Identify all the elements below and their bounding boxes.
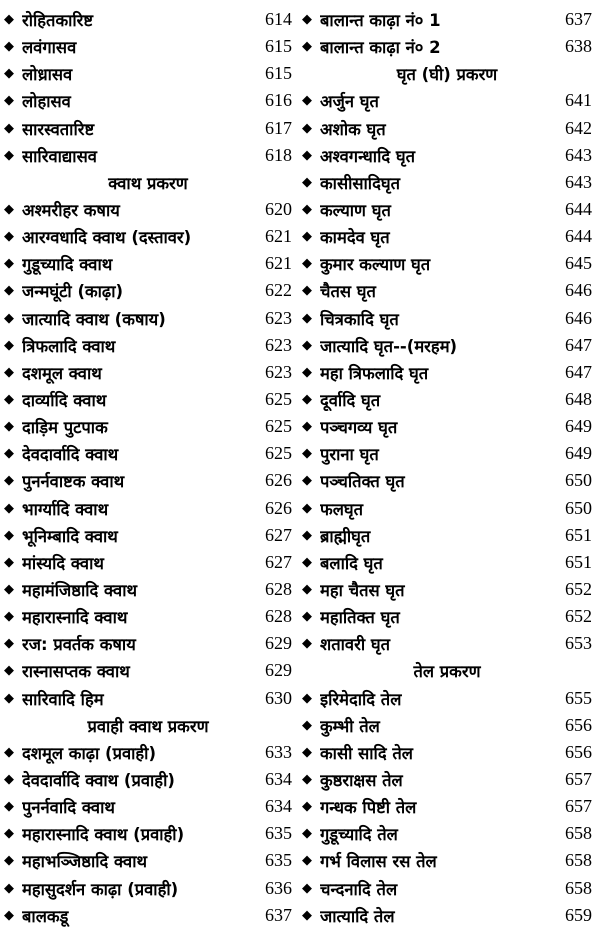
page-number: 655 [565,687,592,708]
toc-entry [4,196,292,223]
diamond-bullet-icon: ◆ [302,446,312,462]
toc-entry [4,766,292,793]
page-number: 656 [565,714,592,735]
page-number: 650 [565,470,592,491]
entry-name: पञ्चतिक्त घृत [320,472,405,492]
page-number: 651 [565,551,592,572]
entry-name: मांस्यदि क्वाथ [22,553,104,573]
diamond-bullet-icon: ◆ [4,826,14,842]
entry-name: महाभञ्जिष्ठादि क्वाथ [22,852,148,872]
diamond-bullet-icon: ◆ [302,12,312,28]
toc-entry [302,250,592,277]
section-heading-text: घृत (घी) प्रकरण [396,65,498,85]
entry-name: बालान्त काढ़ा नं० 1 [320,11,441,31]
page-number: 628 [265,606,292,627]
page-number: 621 [265,253,292,274]
page-number: 643 [565,144,592,165]
diamond-bullet-icon: ◆ [302,419,312,435]
page-number: 627 [265,551,292,572]
entry-name: फलघृत [320,499,364,519]
entry-name: रोहितकारिष्ट [22,11,94,31]
page-number: 625 [265,416,292,437]
toc-entry [302,603,592,630]
diamond-bullet-icon: ◆ [4,337,14,353]
toc-entry [4,115,292,142]
diamond-bullet-icon: ◆ [302,772,312,787]
entry-name: कासी सादि तेल [320,743,413,763]
entry-name: महातिक्त घृत [320,608,400,628]
section-heading [4,712,292,739]
diamond-bullet-icon: ◆ [4,473,14,489]
toc-entry [4,33,292,60]
diamond-bullet-icon: ◆ [302,826,312,842]
page-number: 650 [565,497,592,518]
page-number: 633 [265,741,292,762]
page-number: 643 [565,171,592,192]
entry-name: जात्यादि घृत--(मरहम) [320,336,458,356]
diamond-bullet-icon: ◆ [4,12,14,28]
toc-entry [4,495,292,522]
page-number: 628 [265,579,292,600]
toc-entry [4,576,292,603]
toc-entry [4,603,292,630]
entry-name: जन्मघूंटी (काढ़ा) [22,282,124,302]
diamond-bullet-icon: ◆ [302,636,312,652]
diamond-bullet-icon: ◆ [302,880,312,896]
page-number: 626 [265,497,292,518]
page-number: 615 [265,63,292,84]
entry-name: रास्नासप्तक क्वाथ [22,662,130,682]
toc-entry [302,359,592,386]
page-number: 652 [565,606,592,627]
toc-entry [4,250,292,277]
toc-entry [4,440,292,467]
entry-name: पञ्चगव्य घृत [320,418,398,438]
diamond-bullet-icon: ◆ [4,147,14,163]
diamond-bullet-icon: ◆ [4,880,14,896]
toc-entry [302,467,592,494]
left-column [4,6,292,929]
entry-name: महा त्रिफलादि घृत [320,363,429,383]
toc-entry [4,142,292,169]
diamond-bullet-icon: ◆ [302,690,312,706]
diamond-bullet-icon: ◆ [302,283,312,299]
entry-name: अशोक घृत [320,119,386,139]
entry-name: इरिमेदादि तेल [320,689,402,709]
diamond-bullet-icon: ◆ [302,582,312,598]
toc-entry [302,495,592,522]
entry-name: कुम्भी तेल [320,716,380,736]
toc-entry [302,142,592,169]
entry-name: ब्राह्मीघृत [320,526,371,546]
page-number: 645 [565,253,592,274]
toc-entry [302,440,592,467]
section-heading-text: क्वाथ प्रकरण [108,173,188,193]
entry-name: जात्यादि क्वाथ (कषाय) [22,309,166,329]
diamond-bullet-icon: ◆ [4,609,14,625]
page-number: 625 [265,443,292,464]
toc-entry [302,196,592,223]
diamond-bullet-icon: ◆ [4,229,14,245]
page-number: 627 [265,524,292,545]
page-number: 649 [565,416,592,437]
diamond-bullet-icon: ◆ [4,907,14,923]
diamond-bullet-icon: ◆ [4,120,14,136]
page-number: 657 [565,769,592,789]
toc-entry [4,902,292,929]
page-number: 623 [265,334,292,355]
toc-entry [302,169,592,196]
entry-name: कल्याण घृत [320,201,391,221]
entry-name: गन्धक पिष्टी तेल [320,798,417,818]
page-number: 625 [265,389,292,410]
entry-name: लवंगासव [22,38,77,58]
diamond-bullet-icon: ◆ [4,39,14,55]
diamond-bullet-icon: ◆ [302,554,312,570]
entry-name: कामदेव घृत [320,228,390,248]
entry-name: चन्दनादि तेल [320,879,398,899]
page-number: 635 [265,823,292,844]
entry-name: चैतस घृत [320,282,376,302]
entry-name: सारस्वतारिष्ट [22,119,95,139]
page-number: 646 [565,307,592,328]
page-number: 636 [265,877,292,898]
page-number: 616 [265,90,292,111]
page-number: 652 [565,579,592,600]
entry-name: लोहासव [22,92,71,112]
page-number: 634 [265,769,292,789]
toc-entry [4,413,292,440]
page-number: 649 [565,443,592,464]
diamond-bullet-icon: ◆ [302,147,312,163]
toc-entry [302,522,592,549]
page-number: 651 [565,524,592,545]
entry-name: लोध्रासव [22,65,73,85]
entry-name: शतावरी घृत [320,635,390,655]
toc-entry [4,305,292,332]
page-number: 622 [265,280,292,301]
diamond-bullet-icon: ◆ [302,202,312,218]
diamond-bullet-icon: ◆ [4,663,14,679]
entry-name: कुष्ठराक्षस तेल [320,771,403,790]
diamond-bullet-icon: ◆ [302,256,312,272]
toc-entry [302,576,592,603]
entry-name: सारिवाद्यासव [22,146,97,166]
entry-name: आरग्वधादि क्वाथ (दस्तावर) [22,228,192,248]
diamond-bullet-icon: ◆ [4,690,14,706]
toc-entry [302,413,592,440]
page-number: 630 [265,687,292,708]
toc-entry [4,820,292,847]
diamond-bullet-icon: ◆ [4,527,14,543]
entry-name: जात्यादि तेल [320,906,395,926]
entry-name: पुनर्नवादि क्वाथ [22,798,115,818]
diamond-bullet-icon: ◆ [4,419,14,435]
toc-entry [4,875,292,902]
entry-name: भार्ग्यादि क्वाथ [22,499,109,519]
entry-name: गुडूच्यादि क्वाथ [22,255,113,275]
toc-entry [302,87,592,114]
toc-entry [302,223,592,250]
diamond-bullet-icon: ◆ [4,364,14,380]
page-number: 657 [565,796,592,817]
page-number: 623 [265,307,292,328]
entry-name: सारिवादि हिम [22,689,104,709]
diamond-bullet-icon: ◆ [302,527,312,543]
diamond-bullet-icon: ◆ [4,283,14,299]
page-number: 642 [565,117,592,138]
entry-name: पुनर्नवाष्टक क्वाथ [22,472,125,492]
toc-entry [4,739,292,766]
diamond-bullet-icon: ◆ [4,853,14,869]
page-number: 658 [565,823,592,844]
page-number: 644 [565,199,592,220]
entry-name: महारास्नादि क्वाथ [22,608,128,628]
toc-entry [4,6,292,33]
diamond-bullet-icon: ◆ [302,93,312,109]
entry-name: दशमूल काढ़ा (प्रवाही) [22,743,156,763]
toc-entry [302,820,592,847]
section-heading [302,60,592,87]
toc-entry [302,549,592,576]
toc-entry [4,332,292,359]
toc-entry [4,657,292,684]
page-number: 629 [265,633,292,654]
toc-entry [302,6,592,33]
section-heading-text: प्रवाही क्वाथ प्रकरण [87,716,209,736]
entry-name: दाड़िम पुटपाक [22,418,108,438]
page-number: 629 [265,660,292,681]
toc-entry [302,115,592,142]
diamond-bullet-icon: ◆ [4,554,14,570]
diamond-bullet-icon: ◆ [4,446,14,462]
entry-name: बालान्त काढ़ा नं० 2 [320,38,441,58]
diamond-bullet-icon: ◆ [4,256,14,272]
toc-entry [4,630,292,657]
toc-entry [4,87,292,114]
toc-entry [302,33,592,60]
entry-name: दार्व्यादि क्वाथ [22,391,107,411]
page-number: 614 [265,9,292,30]
toc-entry [4,223,292,250]
toc-entry [302,793,592,820]
diamond-bullet-icon: ◆ [302,473,312,489]
diamond-bullet-icon: ◆ [4,772,14,787]
diamond-bullet-icon: ◆ [302,744,312,760]
entry-name: चित्रकादि घृत [320,309,399,329]
diamond-bullet-icon: ◆ [302,500,312,516]
page-number: 646 [565,280,592,301]
entry-name: महासुदर्शन काढ़ा (प्रवाही) [22,879,179,899]
page-number: 644 [565,226,592,247]
entry-name: कासीसादिघृत [320,173,400,193]
diamond-bullet-icon: ◆ [302,229,312,245]
section-heading-text: तेल प्रकरण [413,662,481,682]
diamond-bullet-icon: ◆ [4,744,14,760]
entry-name: महा चैतस घृत [320,581,405,601]
entry-name: अश्वगन्धादि घृत [320,146,416,166]
entry-name: दूर्वादि घृत [320,391,381,411]
page-number: 648 [565,389,592,410]
diamond-bullet-icon: ◆ [4,310,14,326]
toc-entry [302,766,592,793]
toc-entry [4,522,292,549]
toc-entry [302,712,592,739]
page-number: 659 [565,904,592,925]
diamond-bullet-icon: ◆ [4,93,14,109]
diamond-bullet-icon: ◆ [4,582,14,598]
page-number: 637 [565,9,592,30]
toc-entry [4,847,292,874]
diamond-bullet-icon: ◆ [302,717,312,733]
page-number: 647 [565,361,592,382]
toc-entry [4,685,292,712]
page-number: 647 [565,334,592,355]
entry-name: गर्भ विलास रस तेल [320,852,437,872]
page-number: 621 [265,226,292,247]
toc-entry [302,902,592,929]
toc-entry [4,549,292,576]
diamond-bullet-icon: ◆ [4,66,14,82]
toc-entry [302,305,592,332]
diamond-bullet-icon: ◆ [302,39,312,55]
entry-name: अश्मरीहर कषाय [22,201,120,221]
toc-entry [4,277,292,304]
diamond-bullet-icon: ◆ [4,500,14,516]
page-number: 638 [565,36,592,57]
page-number: 635 [265,850,292,871]
entry-name: महारास्नादि क्वाथ (प्रवाही) [22,825,185,845]
toc-entry [4,60,292,87]
page-number: 653 [565,633,592,654]
toc-entry [302,630,592,657]
entry-name: देवदार्वादि क्वाथ (प्रवाही) [22,771,175,790]
page-number: 656 [565,741,592,762]
toc-entry [302,847,592,874]
toc-entry [302,332,592,359]
diamond-bullet-icon: ◆ [302,310,312,326]
diamond-bullet-icon: ◆ [302,120,312,136]
diamond-bullet-icon: ◆ [302,174,312,190]
page-number: 637 [265,904,292,925]
entry-name: दशमूल क्वाथ [22,363,102,383]
diamond-bullet-icon: ◆ [302,799,312,815]
toc-entry [302,277,592,304]
page-number: 617 [265,117,292,138]
toc-entry [4,386,292,413]
entry-name: त्रिफलादि क्वाथ [22,336,116,356]
diamond-bullet-icon: ◆ [4,392,14,408]
entry-name: देवदार्वादि क्वाथ [22,445,119,465]
toc-entry [4,359,292,386]
page-number: 620 [265,199,292,220]
page-number: 658 [565,850,592,871]
entry-name: पुराना घृत [320,445,379,465]
toc-entry [4,467,292,494]
section-heading [302,657,592,684]
diamond-bullet-icon: ◆ [4,799,14,815]
right-column [302,6,592,929]
page-number: 618 [265,144,292,165]
page-number: 658 [565,877,592,898]
entry-name: महामंजिष्ठादि क्वाथ [22,581,138,601]
diamond-bullet-icon: ◆ [302,907,312,923]
toc-entry [302,685,592,712]
diamond-bullet-icon: ◆ [302,364,312,380]
entry-name: बालकडू [22,906,69,926]
entry-name: बलादि घृत [320,553,383,573]
diamond-bullet-icon: ◆ [302,392,312,408]
entry-name: अर्जुन घृत [320,92,379,112]
diamond-bullet-icon: ◆ [302,609,312,625]
entry-name: कुमार कल्याण घृत [320,255,431,275]
toc-entry [4,793,292,820]
toc-entry [302,386,592,413]
diamond-bullet-icon: ◆ [302,853,312,869]
page-number: 626 [265,470,292,491]
diamond-bullet-icon: ◆ [302,337,312,353]
entry-name: भूनिम्बादि क्वाथ [22,526,118,546]
entry-name: रज: प्रवर्तक कषाय [22,635,136,655]
diamond-bullet-icon: ◆ [4,202,14,218]
page-number: 641 [565,90,592,111]
diamond-bullet-icon: ◆ [4,636,14,652]
page-number: 634 [265,796,292,817]
page-number: 623 [265,361,292,382]
entry-name: गुडूच्यादि तेल [320,825,398,845]
page-number: 615 [265,36,292,57]
section-heading [4,169,292,196]
toc-entry [302,739,592,766]
toc-entry [302,875,592,902]
